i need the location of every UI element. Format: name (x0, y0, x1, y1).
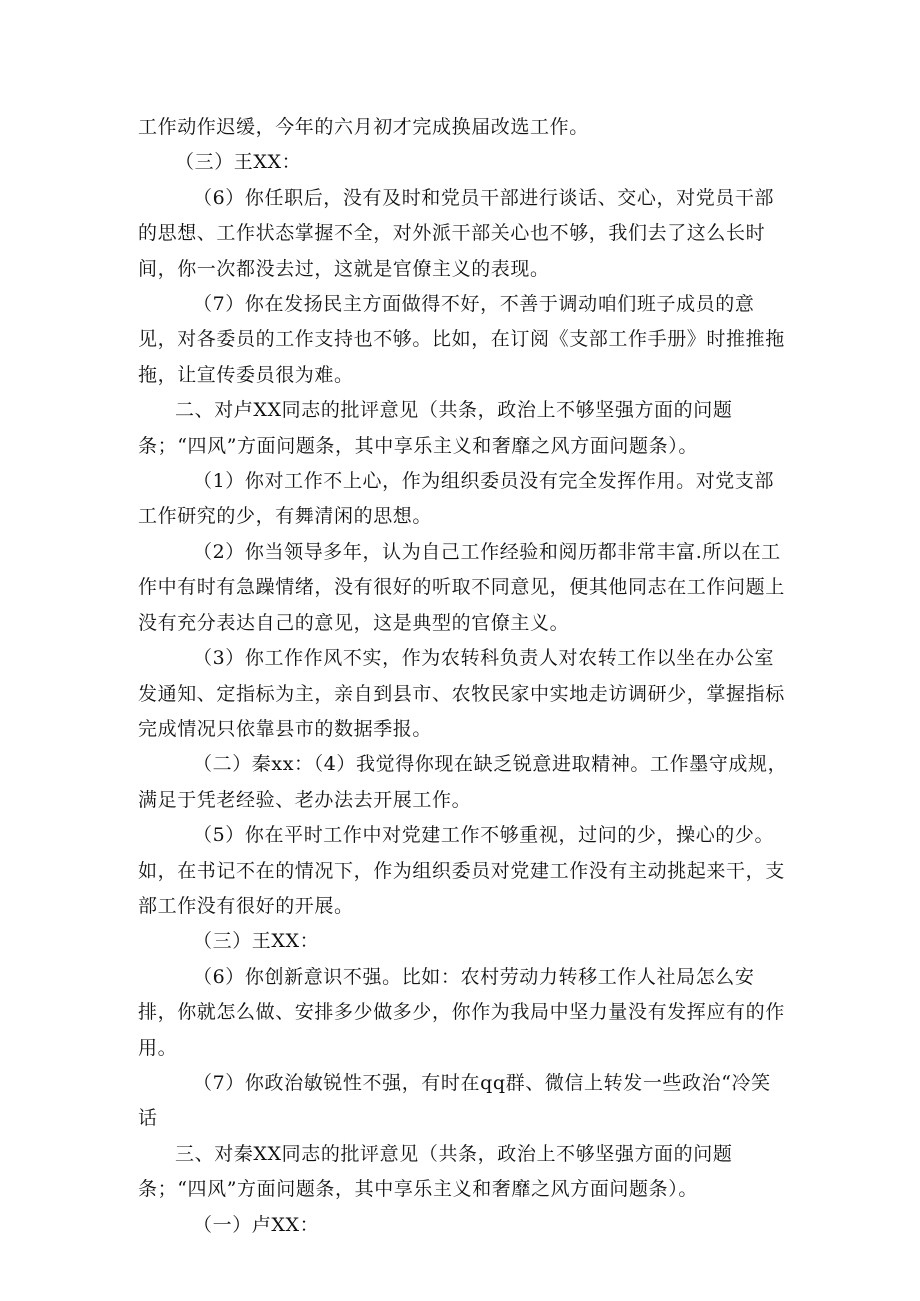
subsection-heading-wang-1: （三）王XX： (175, 151, 302, 174)
paragraph-item-5: （5）你在平时工作中对党建工作不够重视，过问的少，操心的少。如，在书记不在的情况下，作为组织委员对党建工作没有主动挑起来干，支部工作没有很好的开展。 (138, 824, 785, 917)
paragraph-item-1: （1）你对工作不上心，作为组织委员没有完全发挥作用。对党支部工作研究的少，有舞清闲的思想。 (138, 470, 775, 528)
paragraph-item-3: （3）你工作作风不实，作为农转科负责人对农转工作以坐在办公室发通知、定指标为主，亲自到县市、农牧民家中实地走访调研少，掌握指标完成情况只依靠县市的数据季报。 (138, 647, 785, 740)
document-body (138, 110, 788, 1243)
paragraph-item-7a: （7）你在发扬民主方面做得不好，不善于调动咱们班子成员的意见，对各委员的工作支持也不够。比如，在订阅《支部工作手册》时推推拖拖，让宣传委员很为难。 (138, 293, 785, 386)
section-heading-2: 二、对卢XX同志的批评意见（共条，政治上不够坚强方面的问题条；“四风”方面问题条，其中享乐主义和奢靡之风方面问题条）。 (138, 399, 733, 457)
paragraph-continuation: 工作动作迟缓，今年的六月初才完成换届改选工作。 (138, 116, 589, 138)
subsection-heading-wang-2: （三）王XX： (193, 930, 320, 953)
paragraph-item-4: （二）秦xx：（4）我觉得你现在缺乏锐意进取精神。工作墨守成规，满足于凭老经验、老办法去开展工作。 (138, 753, 788, 811)
paragraph-item-2: （2）你当领导多年，认为自己工作经验和阅历都非常丰富.所以在工作中有时有急躁情绪，没有很好的听取不同意见，便其他同志在工作问题上没有充分表达自己的意见，这是典型的官僚主义。 (138, 540, 785, 634)
paragraph-item-7b: （7）你政治敏锐性不强，有时在qq群、微信上转发一些政治“冷笑话 (138, 1071, 771, 1130)
paragraph-item-6a: （6）你任职后，没有及时和党员干部进行谈话、交心，对党员干部的思想、工作状态掌握不全，对外派干部关心也不够，我们去了这么长时间，你一次都没去过，这就是官僚主义的表现。 (138, 186, 775, 280)
subsection-heading-lu: （一）卢XX： (193, 1213, 320, 1236)
section-heading-3: 三、对秦XX同志的批评意见（共条，政治上不够坚强方面的问题条；“四风”方面问题条，其中享乐主义和奢靡之风方面问题条）。 (138, 1142, 733, 1201)
paragraph-item-6b: （6）你创新意识不强。比如：农村劳动力转移工作人社局怎么安排，你就怎么做、安排多少做多少，你作为我局中坚力量没有发挥应有的作用。 (138, 965, 785, 1059)
